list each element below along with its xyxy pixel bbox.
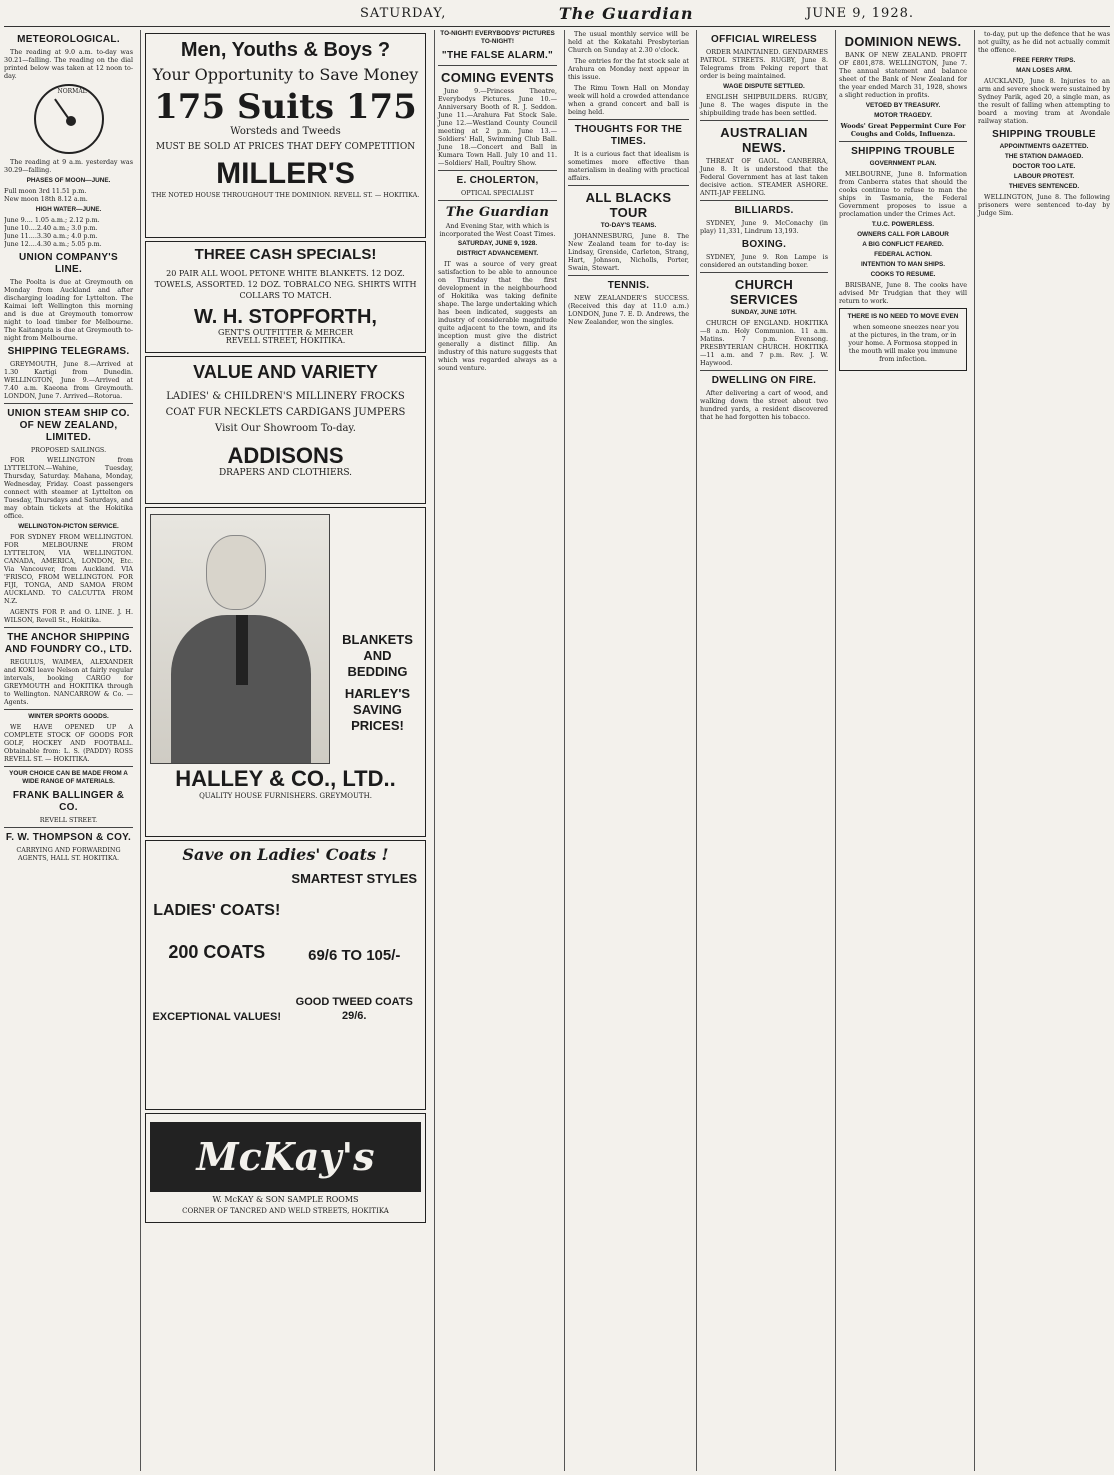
- mckay-sub: W. McKAY & SON SAMPLE ROOMS: [212, 1195, 359, 1204]
- doctor-heading: DOCTOR TOO LATE.: [1012, 163, 1076, 170]
- all-blacks-heading: ALL BLACKS TOUR: [585, 190, 672, 220]
- fire-heading: DWELLING ON FIRE.: [711, 375, 817, 386]
- carrier-text: CARRYING AND FORWARDING AGENTS, HALL ST. HOKITIKA.: [16, 846, 121, 862]
- carrier-name: F. W. THOMPSON & COY.: [5, 832, 132, 843]
- guardian-sub: And Evening Star, with which is incorporated the West Coast Times.: [439, 222, 556, 238]
- union-text: The Poolta is due at Greymouth on Monday from Auckland and after discharging loading for Lyttelton. The Kaimai left Wellington this morning and is due at Greymouth tomorrow night to load timber for Melbourne. The Kaitangata is due at Greymouth to-night from Melbourne.: [4, 278, 133, 342]
- veto-heading: VETOED BY TREASURY.: [865, 102, 941, 109]
- coats-headline: Save on Ladies' Coats !: [182, 845, 389, 864]
- optician-name: E. CHOLERTON,: [456, 175, 539, 186]
- moon-heading: PHASES OF MOON—JUNE.: [26, 177, 111, 184]
- addisons-firm: ADDISONS: [227, 443, 344, 468]
- barometer-hub: [66, 116, 76, 126]
- formosa-text: when someone sneezes near you at the pictures, in the tram, or in your home. A Formosa stopped in the mouth will make you immune from infection.: [848, 323, 960, 363]
- man-portrait-illustration: [150, 514, 330, 764]
- news-text: The entries for the fat stock sale at Arahura on Monday next appear in this issue.: [568, 57, 689, 81]
- millers-firm-sub: THE NOTED HOUSE THROUGHOUT THE DOMINION. REVELL ST. — HOKITIKA.: [151, 191, 420, 199]
- ferry-heading: FREE FERRY TRIPS.: [1012, 57, 1076, 64]
- shipping-trouble-text: MELBOURNE, June 8. Information from Canberra states that should the cooks continue to refuse to man the ships in Tasmania, the Federal Government proposes to issue a proclamation under the Crimes Act.: [839, 170, 967, 218]
- sports-heading: WINTER SPORTS GOODS.: [28, 713, 109, 720]
- thoughts-text: It is a curious fact that idealism is sometimes more effective than materialism in dealing with practical affairs.: [568, 150, 689, 182]
- millers-tagline: Your Opportunity to Save Money: [152, 65, 419, 84]
- divider: [568, 119, 689, 120]
- addisons-ad: [145, 356, 426, 504]
- all-blacks-text: JOHANNESBURG, June 8. The New Zealand team for to-day is: Lindsay, Grenside, Carleton, Strang, Hart, Johnson, Nicholls, Porter, Swain, Stewart.: [568, 232, 689, 272]
- billiards-text: SYDNEY, June 9. McConachy (in play) 11,331, Lindrum 13,193.: [700, 219, 828, 235]
- federal-heading: FEDERAL ACTION.: [874, 251, 932, 258]
- intention-heading: INTENTION TO MAN SHIPS.: [860, 261, 946, 268]
- millers-count: 175: [154, 87, 226, 127]
- coats-footer: EXCEPTIONAL VALUES!: [152, 1011, 282, 1023]
- millers-count: 175: [345, 87, 417, 127]
- halley-firm: HALLEY & CO., LTD..: [175, 766, 396, 791]
- moon-line: New moon 18th 8.12 a.m.: [4, 195, 88, 203]
- cash-specials-ad: [145, 241, 426, 353]
- news-text: to-day, put up the defence that he was not guilty, as he did not actually commit the offence.: [978, 30, 1110, 54]
- shipping-text: GREYMOUTH, June 8.—Arrived at 1.30 Kartigi from Dunedin. WELLINGTON, June 9.—Arrived at 7.40 a.m. Kaeona from Greymouth. LONDON, June 7. Arrived—Rotorua.: [4, 360, 133, 400]
- mckay-logo: McKay's: [150, 1122, 421, 1192]
- stopforth-firm: W. H. STOPFORTH,: [194, 306, 377, 328]
- millers-ad: [145, 33, 426, 238]
- divider: [4, 827, 133, 828]
- cooks-text: BRISBANE, June 8. The cooks have advised Mr Trudgian that they will return to work.: [839, 281, 967, 305]
- conflict-heading: A BIG CONFLICT FEARED.: [862, 241, 944, 248]
- moon-line: Full moon 3rd 11.51 p.m.: [4, 187, 87, 195]
- tailor-address: REVELL STREET.: [39, 816, 98, 824]
- divider: [700, 370, 828, 371]
- guardian-date: SATURDAY, JUNE 9, 1928.: [457, 240, 538, 247]
- news-text: The usual monthly service will be held at the Kokatahi Presbyterian Church on Sunday at 2.30 o'clock.: [568, 30, 689, 54]
- issue-date: JUNE 9, 1928.: [806, 5, 914, 21]
- church-heading: CHURCH SERVICES: [730, 277, 798, 307]
- formosa-ad: [839, 308, 967, 371]
- coming-events-text: June 9.—Princess Theatre, Everybodys Pictures. June 10.—Anniversary Booth of R. J. Seddon. June 11.—Arahura Fat Stock Sale. June 12.—Westland County Council meeting at 2 p.m. June 13.—Soldiers' Hall, Swimming Club Ball. June 18.—Concert and Ball in Kumara Town Hall. July 10 and 11.—Soldiers' Hall, Poultry Show.: [438, 87, 557, 167]
- column-7: [974, 30, 1110, 1471]
- barometer-label: NORMAL: [57, 88, 87, 95]
- divider: [568, 275, 689, 276]
- church-sub: SUNDAY, JUNE 10TH.: [731, 309, 797, 316]
- owners-heading: OWNERS CALL FOR LABOUR: [857, 231, 949, 238]
- wireless-text: ORDER MAINTAINED. GENDARMES PATROL STREETS. RUGBY, June 8. Telegrams from Peking report that order is being maintained.: [700, 48, 828, 80]
- column-3: [434, 30, 560, 1471]
- barometer-dial: [34, 84, 104, 154]
- shipping-heading: SHIPPING TELEGRAMS.: [7, 346, 130, 357]
- australian-heading: AUSTRALIAN NEWS.: [720, 125, 808, 155]
- divider: [4, 403, 133, 404]
- water-line: June 10....2.40 a.m.; 3.0 p.m.: [4, 224, 98, 232]
- halley-sub: HARLEY'S SAVING PRICES!: [344, 686, 411, 733]
- man-loses-arm-heading: MAN LOSES ARM.: [1016, 67, 1072, 74]
- addisons-sub: DRAPERS AND CLOTHIERS.: [218, 468, 353, 478]
- woods-ad: Woods' Great Peppermint Cure For Coughs and Colds, Influenza.: [840, 122, 966, 138]
- halley-firm-sub: QUALITY HOUSE FURNISHERS. GREYMOUTH.: [199, 792, 372, 800]
- ferry-heading: WELLINGTON-PICTON SERVICE.: [18, 523, 119, 530]
- stopforth-address: REVELL STREET, HOKITIKA.: [225, 336, 346, 345]
- divider: [700, 272, 828, 273]
- cash-specials-text: 20 PAIR ALL WOOL PETONE WHITE BLANKETS. 12 DOZ. TOWELS, ASSORTED. 12 DOZ. TOBRALCO NEG. SHIRTS WITH COLLARS TO MATCH.: [154, 269, 417, 300]
- usco-text: FOR WELLINGTON from LYTTELTON.—Wahine, Tuesday, Thursday, Saturday. Mahana, Monday, Wednesday, Friday. Coast passengers connect with steamer at Lyttelton on Tuesday, Thursdays and Saturdays, and may obtain tickets at the Hokitika office.: [4, 456, 133, 520]
- wireless-heading: OFFICIAL WIRELESS: [710, 34, 818, 45]
- paper-name: The Guardian: [558, 3, 694, 23]
- coming-events-heading: COMING EVENTS: [441, 70, 554, 85]
- divider: [568, 185, 689, 186]
- boxing-text: SYDNEY, June 9. Ron Lampe is considered an outstanding boxer.: [700, 253, 828, 269]
- thoughts-heading: THOUGHTS FOR THE TIMES.: [574, 124, 683, 147]
- news-text: The Rimu Town Hall on Monday week will hold a crowded attendance when a grand concert and ball is being held.: [568, 84, 689, 116]
- sports-text: WE HAVE OPENED UP A COMPLETE STOCK OF GOODS FOR GOLF, HOCKEY AND FOOTBALL. Obtainable from: L. S. (PADDY) ROSS REVELL ST. — HOKITIKA.: [4, 723, 133, 763]
- cash-specials-title: THREE CASH SPECIALS!: [194, 246, 377, 263]
- halley-title: BLANKETS AND BEDDING: [342, 632, 413, 679]
- fire-text: After delivering a cart of wood, and walking down the street about two hundred yards, a resident discovered that he had forgotten his tobacco.: [700, 389, 828, 421]
- usco-subheading: PROPOSED SAILINGS.: [30, 446, 107, 454]
- guardian-title: The Guardian: [445, 205, 550, 220]
- usco-heading: UNION STEAM SHIP CO. OF NEW ZEALAND, LIMITED.: [7, 408, 130, 443]
- coats-right: SMARTEST STYLES: [291, 871, 418, 886]
- column-1: [4, 30, 136, 1471]
- wage-heading: WAGE DISPUTE SETTLED.: [723, 83, 805, 90]
- thieves-text: WELLINGTON, June 8. The following prisoners were sentenced to-day by Judge Sim.: [978, 193, 1110, 217]
- divider: [4, 709, 133, 710]
- mckay-ad: [145, 1113, 426, 1223]
- tennis-heading: TENNIS.: [607, 280, 650, 291]
- tuc-heading: T.U.C. POWERLESS.: [871, 221, 935, 228]
- water-heading: HIGH WATER—JUNE.: [35, 206, 102, 213]
- man-loses-arm-text: AUCKLAND, June 8. Injuries to an arm and severe shock were sustained by Sydney Parik, aged 20, a single man, as the result of falling when attempting to board a moving tram at Avondale railway station.: [978, 77, 1110, 125]
- millers-sub: Worsteds and Tweeds: [230, 126, 341, 137]
- optician-sub: OPTICAL SPECIALIST: [461, 189, 534, 197]
- divider: [4, 627, 133, 628]
- appointments-heading: APPOINTMENTS GAZETTED.: [999, 143, 1089, 150]
- labour-heading: LABOUR PROTEST.: [1013, 173, 1075, 180]
- mckay-address: CORNER OF TANCRED AND WELD STREETS, HOKITIKA: [182, 1207, 389, 1215]
- barometer-note: The reading at 9 a.m. yesterday was 30.29—falling.: [4, 158, 133, 174]
- coats-tweed: GOOD TWEED COATS 29/6.: [295, 996, 413, 1022]
- millers-headline: Men, Youths & Boys ?: [180, 39, 391, 61]
- column-6: [835, 30, 970, 1471]
- divider: [700, 120, 828, 121]
- coats-left: LADIES' COATS!: [153, 902, 281, 919]
- tailor-name: FRANK BALLINGER & CO.: [12, 790, 125, 813]
- divider: [700, 200, 828, 201]
- issue-day: SATURDAY,: [360, 5, 447, 21]
- australian-text: THREAT OF GAOL. CANBERRA, June 8. It is understood that the Federal Government has at last taken decisive action. STEAMER ASHORE. ANTI-JAP FEELING.: [700, 157, 828, 197]
- motor-heading: MOTOR TRAGEDY.: [874, 112, 932, 119]
- shipping-trouble-sub: GOVERNMENT PLAN.: [869, 160, 937, 167]
- divider: [4, 766, 133, 767]
- ladies-coats-ad: [145, 840, 426, 1110]
- millers-firm: MILLER'S: [216, 157, 355, 190]
- water-line: June 12....4.30 a.m.; 5.05 p.m.: [4, 240, 102, 248]
- all-blacks-sub: TO-DAY'S TEAMS.: [600, 222, 657, 229]
- ferry-text: FOR SYDNEY FROM WELLINGTON. FOR MELBOURNE FROM LYTTELTON, VIA WELLINGTON. CANADA, AMERICA, LONDON, Etc. Via Vancouver, from Auckland. VIA 'FRISCO, FROM WELLINGTON. FOR FIJI, TONGA, AND SAMOA FROM AUCKLAND. TO CALCUTTA FROM N.Z.: [4, 533, 133, 605]
- anchor-text: REGULUS, WAIMEA, ALEXANDER and KOKI leave Nelson at fairly regular intervals, booking CARGO for GREYMOUTH and HOKITIKA through to Wellington. NANCARROW & Co. — Agents.: [4, 658, 133, 706]
- divider: [438, 200, 557, 201]
- tennis-text: NEW ZEALANDER'S SUCCESS. (Received this day at 11.0 a.m.) LONDON, June 7. E. D. Andrews, the New Zealander, won the singles.: [568, 294, 689, 326]
- met-heading: METEOROLOGICAL.: [17, 34, 120, 45]
- shipping-trouble-heading: SHIPPING TROUBLE: [992, 129, 1096, 140]
- coats-count: 200 COATS: [168, 942, 266, 962]
- met-text: The reading at 9.0 a.m. to-day was 30.21—falling. The reading on the dial printed below was taken at 12 noon to-day.: [4, 48, 133, 80]
- millers-must: MUST BE SOLD AT PRICES THAT DEFY COMPETITION: [155, 142, 416, 152]
- water-line: June 11....3.30 a.m.; 4.0 p.m.: [4, 232, 98, 240]
- pictures-heading: TO-NIGHT! EVERYBODYS' PICTURES TO-NIGHT!: [440, 30, 555, 45]
- column-2-ads: [140, 30, 430, 1471]
- cooks-heading: COOKS TO RESUME.: [870, 271, 936, 278]
- addisons-title: VALUE AND VARIETY: [193, 362, 378, 382]
- pictures-title: "THE FALSE ALARM.": [441, 50, 554, 61]
- agents-text: AGENTS FOR P. and O. LINE. J. H. WILSON, Revell St., Hokitika.: [4, 608, 133, 624]
- thieves-heading: THIEVES SENTENCED.: [1008, 183, 1080, 190]
- church-text: CHURCH OF ENGLAND. HOKITIKA—8 a.m. Holy Communion. 11 a.m. Matins. 7 p.m. Evensong. PRESBYTERIAN CHURCH. HOKITIKA—11 a.m. and 7 p.m. Rev. J. W. Haywood.: [700, 319, 828, 367]
- billiards-heading: BILLIARDS.: [734, 205, 794, 216]
- editorial-heading: DISTRICT ADVANCEMENT.: [456, 250, 539, 257]
- stopforth-sub: GENT'S OUTFITTER & MERCER: [217, 328, 354, 337]
- boxing-heading: BOXING.: [741, 239, 787, 250]
- millers-suits: Suits: [236, 87, 335, 127]
- divider: [438, 65, 557, 66]
- coats-price: 69/6 TO 105/-: [308, 947, 401, 964]
- divider: [839, 141, 967, 142]
- addisons-text: LADIES' & CHILDREN'S MILLINERY FROCKS COAT FUR NECKLETS CARDIGANS JUMPERS Visit Our Showroom To-day.: [165, 391, 406, 434]
- divider: [438, 170, 557, 171]
- halley-ad: [145, 507, 426, 837]
- top-rule: [4, 26, 1110, 27]
- anchor-heading: THE ANCHOR SHIPPING AND FOUNDRY CO., LTD.: [4, 632, 133, 655]
- union-heading: UNION COMPANY'S LINE.: [19, 252, 118, 275]
- masthead: [0, 0, 1114, 26]
- station-heading: THE STATION DAMAGED.: [1004, 153, 1084, 160]
- shipping-trouble-heading: SHIPPING TROUBLE: [851, 146, 955, 157]
- wage-text: ENGLISH SHIPBUILDERS. RUGBY, June 8. The wages dispute in the shipbuilding trade has been settled.: [700, 93, 828, 117]
- editorial-text: IT was a source of very great satisfaction to be able to announce on Thursday that the first development in the neighbourhood of Hokitika was taking definite shape. The large undertaking which has been indicated, suggests an industry of considerable magnitude quite adjacent to the town, and its inception must give the district generally a distinct fillip. An industry of this nature suggests that which was regarded always as a sound venture.: [438, 260, 557, 372]
- portrait-face: [206, 535, 266, 610]
- dominion-text: BANK OF NEW ZEALAND. PROFIT OF £801,878. WELLINGTON, June 7. The annual statement and balance sheet of the Bank of New Zealand for the year ended March 31, 1928, shows a slight reduction in profits.: [839, 51, 967, 99]
- column-4: [564, 30, 692, 1471]
- formosa-heading: THERE IS NO NEED TO MOVE EVEN: [847, 313, 959, 320]
- dominion-heading: DOMINION NEWS.: [844, 34, 962, 49]
- portrait-tie: [236, 615, 248, 685]
- water-line: June 9.... 1.05 a.m.; 2.12 p.m.: [4, 216, 100, 224]
- tailor-heading: YOUR CHOICE CAN BE MADE FROM A WIDE RANGE OF MATERIALS.: [9, 770, 128, 785]
- column-5: [696, 30, 831, 1471]
